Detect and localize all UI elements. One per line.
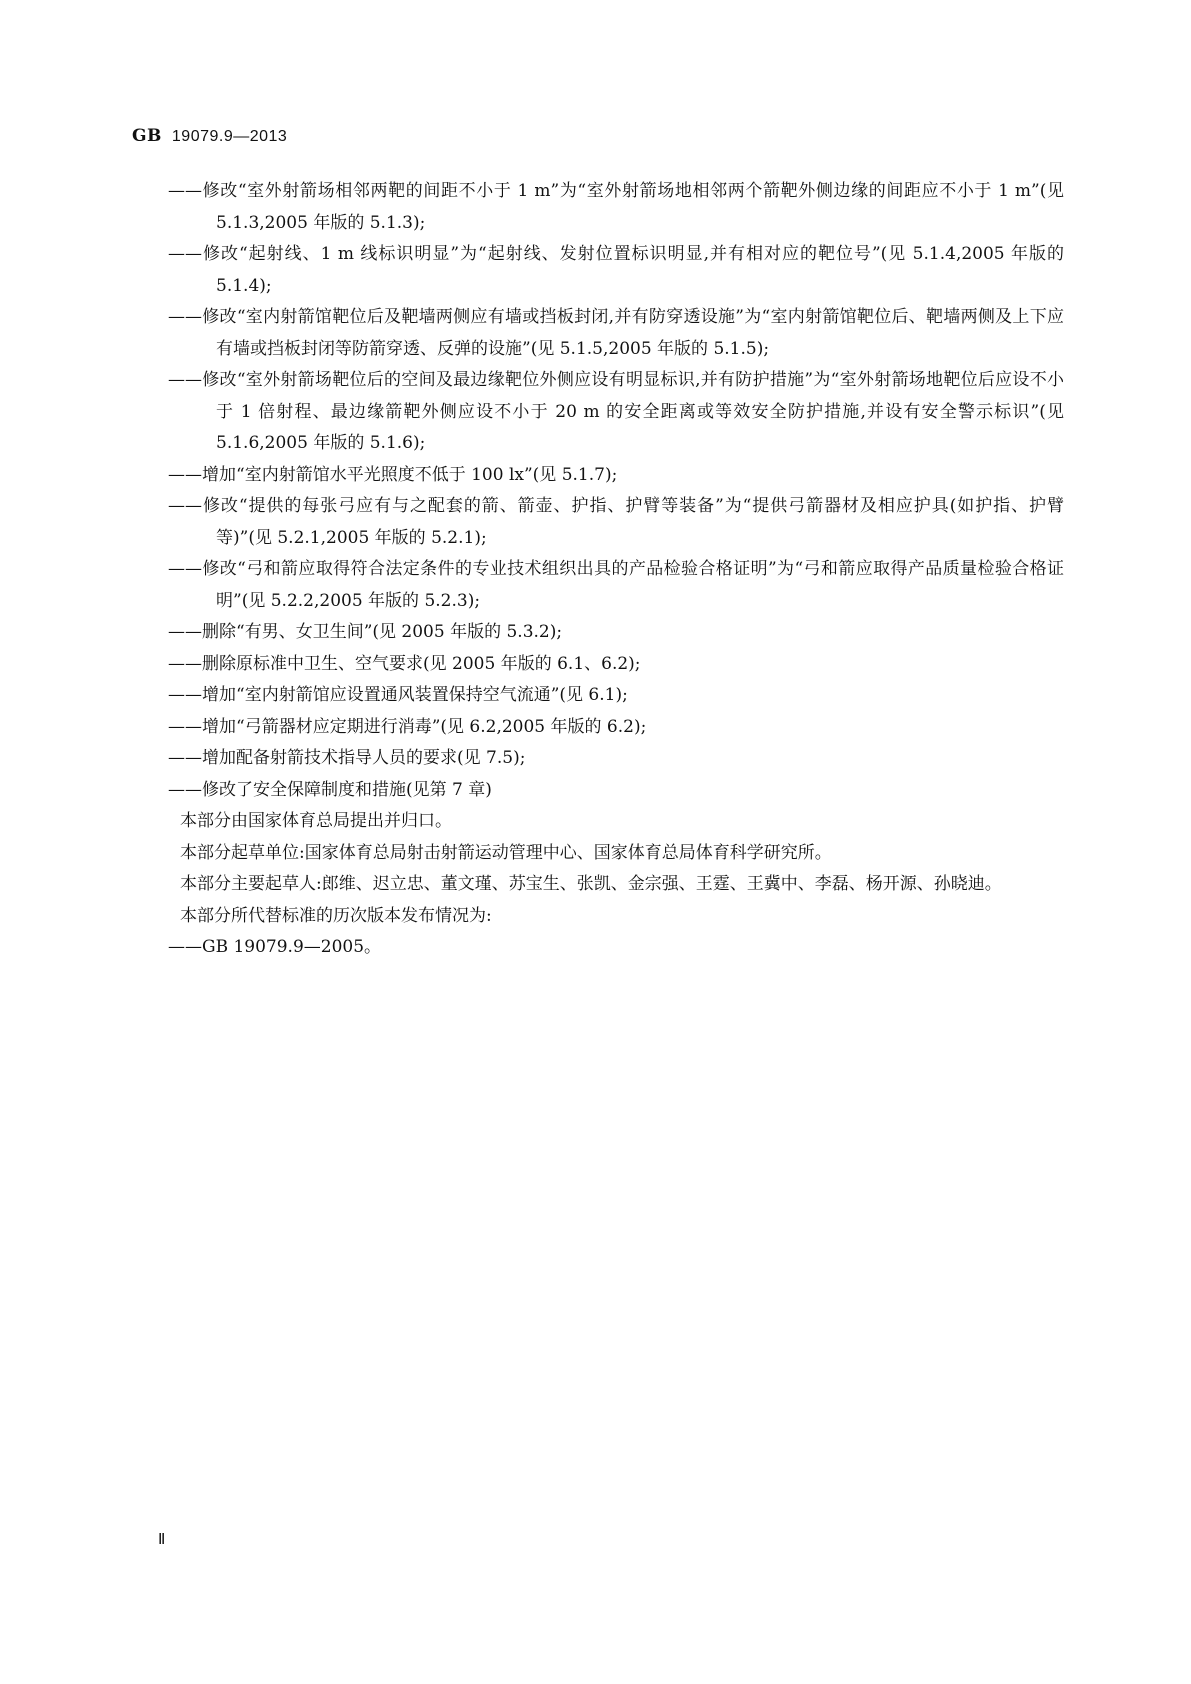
- change-item: ——修改“弓和箭应取得符合法定条件的专业技术组织出具的产品检验合格证明”为“弓和箭应取得产品质量检验合格证明”(见 5.2.2,2005 年版的 5.2.3);: [168, 559, 1064, 611]
- change-item: ——增加“弓箭器材应定期进行消毒”(见 6.2,2005 年版的 6.2);: [168, 716, 647, 737]
- drafters-paragraph: 本部分主要起草人:郎维、迟立忠、董文瑾、苏宝生、张凯、金宗强、王霆、王冀中、李磊、杨开源、孙晓迪。: [180, 874, 1002, 894]
- document-header: [132, 126, 287, 146]
- change-item: ——增加“室内射箭馆应设置通风装置保持空气流通”(见 6.1);: [168, 685, 628, 705]
- change-item: ——增加配备射箭技术指导人员的要求(见 7.5);: [168, 748, 526, 768]
- change-item: ——修改“室外射箭场靶位后的空间及最边缘靶位外侧应设有明显标识,并有防护措施”为“室外射箭场地靶位后应设不小于 1 倍射程、最边缘箭靶外侧应设不小于 20 m 的安全距离或等效安全防护措施,并设有安全警示标识”(见5.1.6,2005 年版的 5.1.6);: [168, 370, 1064, 453]
- drafting-units-paragraph: 本部分起草单位:国家体育总局射击射箭运动管理中心、国家体育总局体育科学研究所。: [180, 842, 832, 863]
- change-item: ——修改“提供的每张弓应有与之配套的箭、箭壶、护指、护臂等装备”为“提供弓箭器材及相应护具(如护指、护臂等)”(见 5.2.1,2005 年版的 5.2.1);: [168, 496, 1064, 548]
- change-item: ——增加“室内射箭馆水平光照度不低于 100 lx”(见 5.1.7);: [168, 464, 618, 485]
- page-number: Ⅱ: [158, 1532, 166, 1548]
- change-item: ——修改“室内射箭馆靶位后及靶墙两侧应有墙或挡板封闭,并有防穿透设施”为“室内射箭馆靶位后、靶墙两侧及上下应有墙或挡板封闭等防箭穿透、反弹的设施”(见 5.1.5,2005 年版的 5.1.5);: [168, 307, 1064, 359]
- change-item: ——删除“有男、女卫生间”(见 2005 年版的 5.3.2);: [168, 622, 563, 642]
- history-item: ——GB 19079.9—2005。: [168, 937, 382, 957]
- proposer-paragraph: 本部分由国家体育总局提出并归口。: [180, 811, 452, 831]
- standard-code: GB: [132, 126, 162, 146]
- foreword-content: [132, 176, 1064, 964]
- standard-number: 19079.9—2013: [171, 128, 288, 145]
- change-item: ——修改“室外射箭场相邻两靶的间距不小于 1 m”为“室外射箭场地相邻两个箭靶外侧边缘的间距应不小于 1 m”(见 5.1.3,2005 年版的 5.1.3);: [168, 181, 1064, 233]
- change-item: ——删除原标准中卫生、空气要求(见 2005 年版的 6.1、6.2);: [168, 653, 641, 674]
- change-item: ——修改了安全保障制度和措施(见第 7 章): [168, 779, 492, 800]
- history-intro-paragraph: 本部分所代替标准的历次版本发布情况为:: [180, 905, 492, 926]
- change-item: ——修改“起射线、1 m 线标识明显”为“起射线、发射位置标识明显,并有相对应的靶位号”(见 5.1.4,2005 年版的 5.1.4);: [168, 244, 1064, 296]
